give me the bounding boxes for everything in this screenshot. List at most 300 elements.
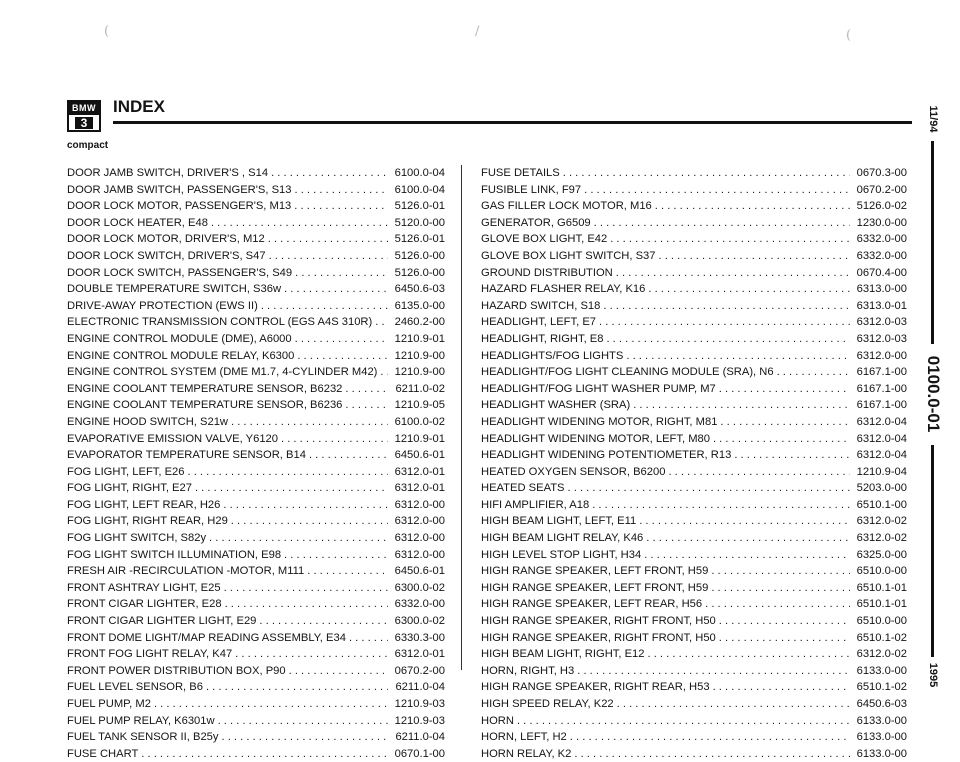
dot-leader <box>286 663 388 680</box>
dot-leader <box>304 563 388 580</box>
index-entry <box>481 696 907 713</box>
index-entry <box>481 464 907 481</box>
dot-leader <box>278 431 388 448</box>
entry-page: 6312.0-00 <box>394 498 445 511</box>
index-entry <box>67 746 445 762</box>
page-header <box>67 97 912 133</box>
index-entry <box>481 414 907 431</box>
index-entry <box>67 314 445 331</box>
dot-leader <box>291 198 388 215</box>
index-entry <box>481 331 907 348</box>
index-entry <box>481 281 907 298</box>
index-entry <box>67 265 445 282</box>
entry-label: FRONT CIGAR LIGHTER LIGHT, E29 <box>67 615 257 628</box>
index-entry <box>481 348 907 365</box>
entry-label: DOOR LOCK SWITCH, PASSENGER'S, S49 <box>67 266 293 279</box>
index-entry <box>481 431 907 448</box>
entry-label: EVAPORATIVE EMISSION VALVE, Y6120 <box>67 432 278 445</box>
dot-leader <box>268 165 388 182</box>
index-entry <box>481 580 907 597</box>
entry-page: 1210.9-01 <box>394 332 445 345</box>
index-entry <box>481 314 907 331</box>
dot-leader <box>206 530 388 547</box>
dot-leader <box>774 364 850 381</box>
entry-label: HORN <box>481 714 514 727</box>
entry-label: HORN RELAY, K2 <box>481 747 572 760</box>
dot-leader <box>702 596 850 613</box>
index-entry <box>481 298 907 315</box>
entry-label: DOOR JAMB SWITCH, DRIVER'S , S14 <box>67 167 269 179</box>
entry-label: HEATED SEATS <box>481 482 565 495</box>
entry-label: HORN, LEFT, H2 <box>481 731 567 744</box>
index-entry <box>67 497 445 514</box>
dot-leader <box>636 513 850 530</box>
dot-leader <box>342 381 388 398</box>
dot-leader <box>565 480 850 497</box>
dot-leader <box>220 497 388 514</box>
index-entry <box>67 729 445 746</box>
dot-leader <box>281 281 388 298</box>
index-entry <box>67 281 445 298</box>
dot-leader <box>346 630 388 647</box>
entry-label: HIGH BEAM LIGHT, RIGHT, E12 <box>481 648 645 661</box>
entry-page: 6312.0-01 <box>394 465 445 478</box>
entry-label: HEADLIGHT/FOG LIGHT WASHER PUMP, M7 <box>481 382 716 395</box>
dot-leader <box>708 563 850 580</box>
dot-leader <box>710 679 850 696</box>
entry-label: ENGINE COOLANT TEMPERATURE SENSOR, B6236 <box>67 399 343 412</box>
index-entry <box>67 613 445 630</box>
index-entry <box>481 182 907 199</box>
entry-page: 1210.9-04 <box>856 465 907 478</box>
index-entry <box>67 364 445 381</box>
entry-label: DOOR LOCK HEATER, E48 <box>67 216 208 229</box>
entry-label: FOG LIGHT, RIGHT, E27 <box>67 482 192 495</box>
dot-leader <box>656 248 851 265</box>
entry-label: FRONT ASHTRAY LIGHT, E25 <box>67 581 221 594</box>
dot-leader <box>708 580 850 597</box>
dot-leader <box>581 182 850 199</box>
entry-page: 1210.9-05 <box>394 399 445 412</box>
index-entry <box>481 746 907 762</box>
entry-label: ENGINE CONTROL SYSTEM (DME M1.7, 4-CYLINDER M42) <box>67 366 378 379</box>
index-entry <box>67 646 445 663</box>
entry-label: GENERATOR, G6509 <box>481 216 591 229</box>
side-date: 11/94 <box>927 105 939 133</box>
index-entry <box>481 513 907 530</box>
entry-page: 6510.0-00 <box>856 615 907 628</box>
index-entry <box>481 547 907 564</box>
entry-page: 6313.0-01 <box>856 299 907 312</box>
entry-page: 6312.0-04 <box>856 415 907 428</box>
entry-page: 6312.0-00 <box>394 532 445 545</box>
entry-page: 6211.0-04 <box>395 681 445 694</box>
dot-leader <box>641 547 850 564</box>
index-entry <box>481 231 907 248</box>
entry-label: HEADLIGHT WIDENING MOTOR, LEFT, M80 <box>481 432 710 445</box>
entry-label: GLOVE BOX LIGHT, E42 <box>481 233 608 246</box>
entry-page: 6312.0-02 <box>856 515 907 528</box>
page-title: INDEX <box>113 97 165 116</box>
dot-leader <box>221 580 388 597</box>
index-entry <box>67 381 445 398</box>
index-entry <box>481 497 907 514</box>
entry-page: 5126.0-00 <box>394 266 445 279</box>
dot-leader <box>717 414 850 431</box>
scan-mark: ( <box>104 24 110 39</box>
entry-label: ENGINE COOLANT TEMPERATURE SENSOR, B6232 <box>67 382 343 395</box>
dot-leader <box>258 298 388 315</box>
dot-leader <box>342 397 388 414</box>
dot-leader <box>306 447 388 464</box>
logo-brand: BMW <box>69 102 99 115</box>
entry-page: 6167.1-00 <box>856 382 907 395</box>
index-entry <box>67 414 445 431</box>
entry-label: FRONT FOG LIGHT RELAY, K47 <box>67 648 233 661</box>
index-entry <box>481 265 907 282</box>
entry-page: 6312.0-00 <box>856 349 907 362</box>
index-entry <box>481 646 907 663</box>
dot-leader <box>228 513 388 530</box>
entry-label: HEADLIGHT, LEFT, E7 <box>481 316 597 329</box>
entry-page: 1230.0-00 <box>856 216 907 229</box>
dot-leader <box>265 231 388 248</box>
entry-page: 6450.6-03 <box>394 283 445 296</box>
entry-page: 6313.0-00 <box>856 283 907 296</box>
index-entry <box>67 513 445 530</box>
entry-label: HORN, RIGHT, H3 <box>481 664 575 677</box>
entry-label: FUEL TANK SENSOR II, B25y <box>67 731 219 744</box>
index-entry <box>67 696 445 713</box>
entry-label: ENGINE CONTROL MODULE RELAY, K6300 <box>67 349 295 362</box>
index-entry <box>481 381 907 398</box>
index-entry <box>67 215 445 232</box>
entry-page: 6100.0-04 <box>394 167 445 179</box>
dot-leader <box>710 431 850 448</box>
dot-leader <box>281 547 388 564</box>
logo-box <box>67 100 101 132</box>
entry-page: 5120.0-00 <box>394 216 445 229</box>
entry-page: 6211.0-02 <box>395 382 445 395</box>
entry-label: FUEL PUMP, M2 <box>67 698 151 710</box>
entry-label: HIGH RANGE SPEAKER, RIGHT FRONT, H50 <box>481 615 716 628</box>
column-divider <box>461 165 462 670</box>
entry-page: 0670.2-00 <box>856 183 907 196</box>
index-entry <box>67 248 445 265</box>
index-entry <box>67 530 445 547</box>
entry-label: FOG LIGHT, RIGHT REAR, H29 <box>67 515 228 528</box>
entry-label: HIGH BEAM LIGHT RELAY, K46 <box>481 532 644 545</box>
entry-label: GROUND DISTRIBUTION <box>481 266 613 279</box>
index-entry <box>67 231 445 248</box>
index-entry <box>481 198 907 215</box>
dot-leader <box>567 729 850 746</box>
dot-leader <box>232 646 388 663</box>
dot-leader <box>665 464 850 481</box>
entry-page: 6510.0-00 <box>856 565 907 578</box>
dot-leader <box>560 165 850 182</box>
entry-page: 6312.0-00 <box>394 515 445 528</box>
entry-page: 6133.0-00 <box>856 747 907 760</box>
entry-label: HIGH BEAM LIGHT, LEFT, E11 <box>481 515 637 528</box>
entry-page: 6300.0-02 <box>394 615 445 628</box>
index-entry <box>67 397 445 414</box>
dot-leader <box>571 746 850 762</box>
entry-label: HIGH LEVEL STOP LIGHT, H34 <box>481 548 642 561</box>
index-entry <box>67 596 445 613</box>
entry-page: 5126.0-01 <box>394 200 445 213</box>
dot-leader <box>652 198 850 215</box>
entry-page: 6312.0-03 <box>856 316 907 329</box>
index-entry <box>67 447 445 464</box>
entry-page: 5126.0-00 <box>394 249 445 262</box>
dot-leader <box>645 646 851 663</box>
entry-page: 6312.0-00 <box>394 548 445 561</box>
index-entry <box>67 298 445 315</box>
entry-label: HAZARD SWITCH, S18 <box>481 299 601 312</box>
entry-label: FUSE CHART <box>67 747 139 760</box>
dot-leader <box>203 679 388 696</box>
dot-leader <box>613 265 850 282</box>
index-entry <box>481 663 907 680</box>
index-entry <box>67 713 445 730</box>
entry-page: 6510.1-00 <box>856 498 907 511</box>
side-code: 0100.0-01 <box>924 355 943 433</box>
entry-label: HEADLIGHT WIDENING MOTOR, RIGHT, M81 <box>481 415 718 428</box>
entry-label: FOG LIGHT SWITCH, S82y <box>67 532 207 545</box>
entry-label: DRIVE-AWAY PROTECTION (EWS II) <box>67 299 258 312</box>
dot-leader <box>372 314 388 331</box>
dot-leader <box>603 331 850 348</box>
entry-page: 5126.0-02 <box>856 200 907 213</box>
entry-label: FUEL LEVEL SENSOR, B6 <box>67 681 203 694</box>
scan-mark: / <box>475 24 480 39</box>
entry-label: ENGINE CONTROL MODULE (DME), A6000 <box>67 332 292 345</box>
dot-leader <box>222 596 388 613</box>
index-entry <box>67 679 445 696</box>
entry-page: 6167.1-00 <box>856 366 907 379</box>
entry-label: HIGH RANGE SPEAKER, LEFT REAR, H56 <box>481 598 703 611</box>
index-entry <box>481 630 907 647</box>
entry-page: 5203.0-00 <box>856 482 907 495</box>
index-entry <box>67 331 445 348</box>
entry-label: FRONT DOME LIGHT/MAP READING ASSEMBLY, E34 <box>67 631 346 644</box>
entry-label: FOG LIGHT, LEFT, E26 <box>67 465 185 478</box>
entry-label: GAS FILLER LOCK MOTOR, M16 <box>481 200 652 213</box>
entry-page: 1210.9-01 <box>394 432 445 445</box>
dot-leader <box>266 248 388 265</box>
entry-label: EVAPORATOR TEMPERATURE SENSOR, B14 <box>67 449 306 462</box>
dot-leader <box>208 215 388 232</box>
index-entry <box>67 663 445 680</box>
dot-leader <box>215 713 388 730</box>
entry-page: 0670.2-00 <box>394 664 445 677</box>
dot-leader <box>574 663 850 680</box>
entry-page: 6312.0-02 <box>856 648 907 661</box>
dot-leader <box>716 630 850 647</box>
entry-page: 1210.9-00 <box>394 366 445 379</box>
entry-label: FUEL PUMP RELAY, K6301w <box>67 714 215 727</box>
entry-label: HIFI AMPLIFIER, A18 <box>481 498 590 511</box>
entry-label: DOOR LOCK SWITCH, DRIVER'S, S47 <box>67 249 266 262</box>
entry-page: 1210.9-03 <box>394 698 445 710</box>
entry-label: HEADLIGHT, RIGHT, E8 <box>481 332 604 345</box>
index-entry <box>481 215 907 232</box>
entry-label: FOG LIGHT SWITCH ILLUMINATION, E98 <box>67 548 282 561</box>
entry-label: HEADLIGHT WASHER (SRA) <box>481 399 631 412</box>
side-rule-bottom <box>931 445 934 657</box>
entry-label: HEADLIGHTS/FOG LIGHTS <box>481 349 624 362</box>
dot-leader <box>716 381 850 398</box>
dot-leader <box>151 696 388 713</box>
entry-page: 6300.0-02 <box>394 581 445 594</box>
dot-leader <box>514 713 850 730</box>
entry-label: HIGH RANGE SPEAKER, LEFT FRONT, H59 <box>481 565 709 578</box>
entry-label: GLOVE BOX LIGHT SWITCH, S37 <box>481 249 656 262</box>
entry-page: 1210.9-03 <box>394 714 445 727</box>
index-entry <box>481 729 907 746</box>
dot-leader <box>589 497 850 514</box>
entry-page: 6312.0-04 <box>856 449 907 462</box>
entry-page: 6133.0-00 <box>856 714 907 727</box>
entry-label: FOG LIGHT, LEFT REAR, H26 <box>67 498 221 511</box>
index-entry <box>481 613 907 630</box>
dot-leader <box>219 729 389 746</box>
dot-leader <box>614 696 850 713</box>
index-entry <box>67 348 445 365</box>
dot-leader <box>292 331 388 348</box>
dot-leader <box>292 265 388 282</box>
entry-page: 6450.6-01 <box>394 565 445 578</box>
entry-label: HEATED OXYGEN SENSOR, B6200 <box>481 465 666 478</box>
entry-page: 2460.2-00 <box>394 316 445 329</box>
index-entry <box>481 248 907 265</box>
entry-page: 6450.6-01 <box>394 449 445 462</box>
entry-label: FUSIBLE LINK, F97 <box>481 183 582 196</box>
entry-label: DOOR LOCK MOTOR, PASSENGER'S, M13 <box>67 200 292 213</box>
entry-label: HEADLIGHT WIDENING POTENTIOMETER, R13 <box>481 449 732 462</box>
entry-label: HIGH RANGE SPEAKER, RIGHT FRONT, H50 <box>481 631 716 644</box>
dot-leader <box>607 231 850 248</box>
entry-label: FRESH AIR -RECIRCULATION -MOTOR, M111 <box>67 565 305 578</box>
entry-label: FUSE DETAILS <box>481 167 560 179</box>
logo-model-wrap <box>69 115 99 130</box>
entry-label: DOUBLE TEMPERATURE SWITCH, S36w <box>67 283 282 296</box>
dot-leader <box>591 215 850 232</box>
entry-page: 6510.1-02 <box>856 631 907 644</box>
index-entry <box>481 713 907 730</box>
index-entry <box>67 580 445 597</box>
logo-model: 3 <box>75 117 93 129</box>
index-entry <box>481 530 907 547</box>
scan-mark: ( <box>846 28 852 43</box>
entry-page: 0670.1-00 <box>394 747 445 760</box>
entry-page: 6510.1-02 <box>856 681 907 694</box>
entry-label: ENGINE HOOD SWITCH, S21w <box>67 415 228 428</box>
side-year: 1995 <box>927 662 939 688</box>
index-entry <box>67 630 445 647</box>
dot-leader <box>645 281 850 298</box>
index-entry <box>481 563 907 580</box>
entry-page: 6100.0-02 <box>394 415 445 428</box>
entry-label: HAZARD FLASHER RELAY, K16 <box>481 283 646 296</box>
dot-leader <box>192 480 388 497</box>
entry-page: 6133.0-00 <box>856 731 907 744</box>
entry-page: 6133.0-00 <box>856 664 907 677</box>
index-entry <box>481 679 907 696</box>
index-entry <box>67 198 445 215</box>
entry-page: 6510.1-01 <box>856 581 907 594</box>
dot-leader <box>623 348 850 365</box>
index-entry <box>67 431 445 448</box>
entry-page: 6100.0-04 <box>394 183 445 196</box>
dot-leader <box>185 464 389 481</box>
dot-leader <box>643 530 850 547</box>
entry-label: HIGH RANGE SPEAKER, LEFT FRONT, H59 <box>481 581 709 594</box>
index-entry <box>481 364 907 381</box>
entry-page: 6312.0-01 <box>394 648 445 661</box>
index-entry <box>481 596 907 613</box>
index-entry <box>481 165 907 182</box>
dot-leader <box>716 613 850 630</box>
entry-label: HIGH SPEED RELAY, K22 <box>481 698 614 710</box>
entry-label: FRONT POWER DISTRIBUTION BOX, P90 <box>67 664 286 677</box>
index-entry <box>67 464 445 481</box>
entry-page: 6312.0-01 <box>394 482 445 495</box>
entry-label: HIGH RANGE SPEAKER, RIGHT REAR, H53 <box>481 681 710 694</box>
entry-page: 6312.0-02 <box>856 532 907 545</box>
entry-label: ELECTRONIC TRANSMISSION CONTROL (EGS A4S 310R) <box>67 316 373 329</box>
entry-page: 6325.0-00 <box>856 548 907 561</box>
dot-leader <box>138 746 388 762</box>
dot-leader <box>291 182 388 199</box>
entry-page: 6211.0-04 <box>395 731 445 744</box>
entry-page: 6450.6-03 <box>856 698 907 710</box>
dot-leader <box>377 364 388 381</box>
index-entry <box>67 547 445 564</box>
entry-page: 0670.3-00 <box>856 167 907 179</box>
dot-leader <box>600 298 850 315</box>
entry-page: 6330.3-00 <box>394 631 445 644</box>
entry-page: 5126.0-01 <box>394 233 445 246</box>
index-entry <box>481 480 907 497</box>
dot-leader <box>228 414 388 431</box>
header-rule <box>113 121 912 124</box>
index-column-left <box>67 165 445 762</box>
index-entry <box>67 182 445 199</box>
index-entry <box>481 447 907 464</box>
entry-page: 6510.1-01 <box>856 598 907 611</box>
entry-page: 0670.4-00 <box>856 266 907 279</box>
entry-page: 1210.9-00 <box>394 349 445 362</box>
entry-page: 6312.0-03 <box>856 332 907 345</box>
bmw-3-compact-logo <box>67 100 101 132</box>
entry-page: 6332.0-00 <box>856 249 907 262</box>
index-entry <box>481 397 907 414</box>
entry-page: 6167.1-00 <box>856 399 907 412</box>
index-entry <box>67 480 445 497</box>
logo-subtitle: compact <box>67 140 109 151</box>
side-rule-top <box>931 141 934 344</box>
entry-label: DOOR JAMB SWITCH, PASSENGER'S, S13 <box>67 183 292 196</box>
entry-label: HEADLIGHT/FOG LIGHT CLEANING MODULE (SRA), N6 <box>481 366 774 379</box>
entry-page: 6312.0-04 <box>856 432 907 445</box>
dot-leader <box>256 613 388 630</box>
side-margin <box>918 97 948 691</box>
index-entry <box>67 563 445 580</box>
dot-leader <box>294 348 388 365</box>
entry-page: 6135.0-00 <box>394 299 445 312</box>
